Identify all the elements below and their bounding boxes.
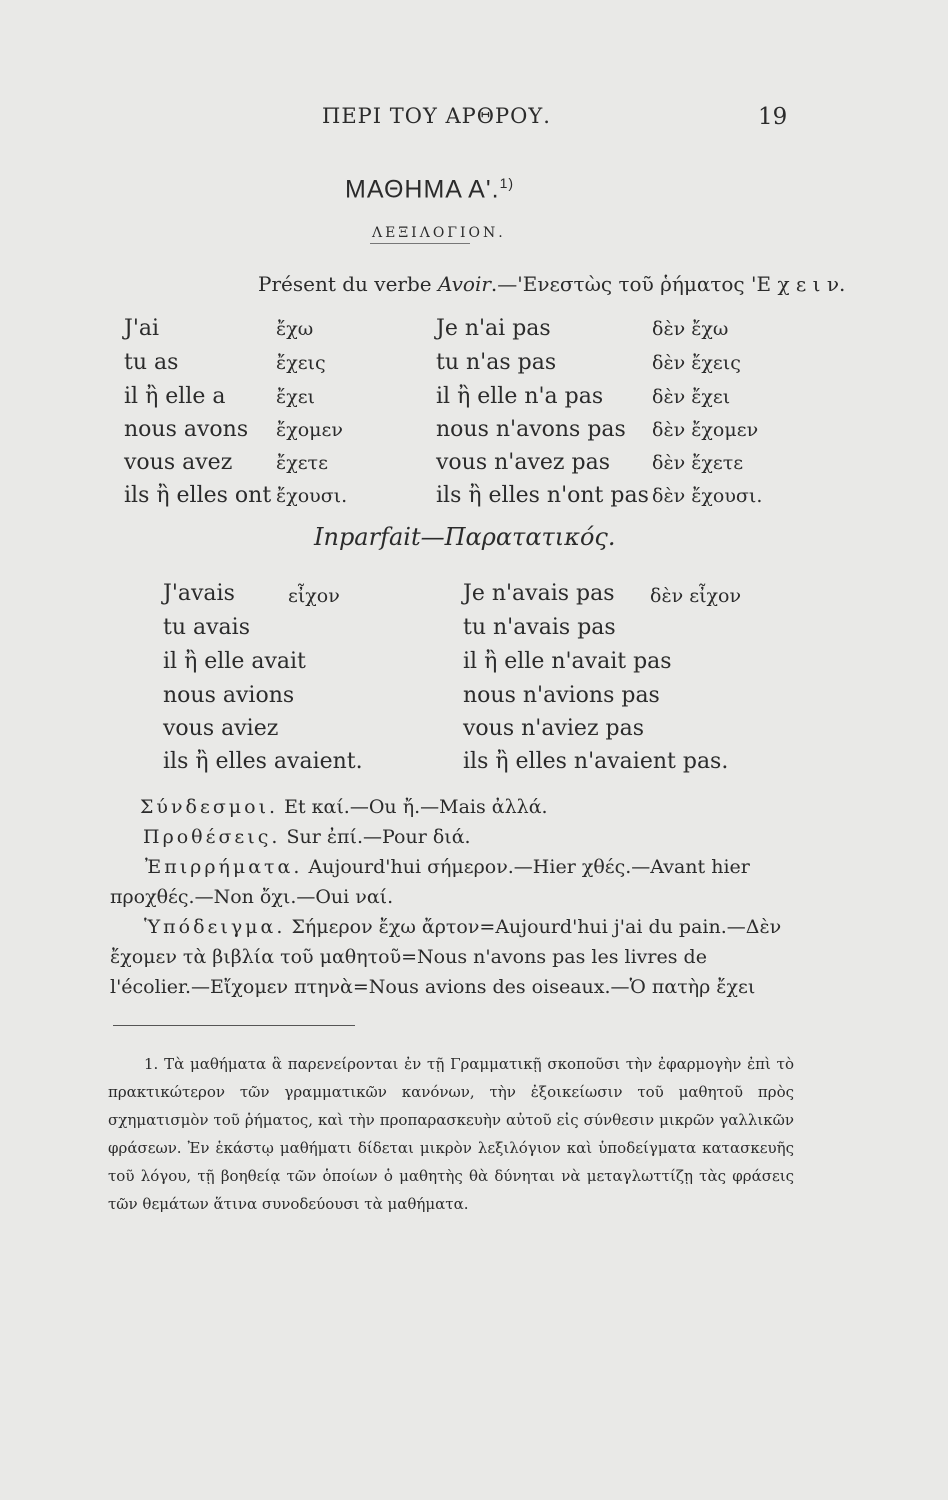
example-label: Ὑπόδειγμα. — [144, 916, 286, 938]
imparfait-fr-negative: tu n'avais pas — [463, 615, 616, 640]
present-gr-negative: δὲν ἔχομεν — [652, 419, 759, 441]
present-heading-prefix: Présent du verbe — [258, 272, 438, 296]
present-fr: il ἢ elle a — [124, 384, 226, 409]
present-heading-suffix: .—'Ενεστὼς τοῦ ῥήματος 'Ε χ ε ι ν. — [490, 272, 846, 296]
example-text: Σήμερον ἔχω ἄρτον=Aujourd'hui j'ai du pain.—Δὲν ἔχομεν τὰ βιβλία τοῦ μαθητοῦ=Nous n'avons pas les livres de l'écolier.—Εἴχομεν πτηνὰ=Nous avions des oiseaux.—Ὁ πατὴρ ἔχει — [110, 916, 782, 998]
imparfait-fr: il ἢ elle avait — [163, 649, 306, 674]
footnote-text: Τὰ μαθήματα ἃ παρενείρονται ἐν τῇ Γραμματικῇ σκοποῦσι τὴν ἐφαρμογὴν ἐπὶ τὸ πρακτικώτερον τῶν γραμματικῶν κανόνων, τὴν ἐξοικείωσιν τοῦ μαθητοῦ πρὸς σχηματισμὸν τοῦ ῥήματος, καὶ τὴν προπαρασκευὴν αὐτοῦ εἰς σύνθεσιν μικρῶν γαλλικῶν φράσεων. Ἐν ἑκάστῳ μαθήματι δίδεται μικρὸν λεξιλόγιον καὶ ὑποδείγματα κατασκευῆς τοῦ λόγου, τῇ βοηθείᾳ τῶν ὁποίων ὁ μαθητὴς θὰ δύνηται νὰ μεταγλωττίζῃ τὰς φράσεις τῶν θεμάτων ἅτινα συνοδεύουσι τὰ μαθήματα. — [108, 1055, 794, 1213]
adverbs-label: Ἐπιρρήματα. — [145, 856, 303, 878]
imparfait-fr: tu avais — [163, 615, 250, 640]
imparfait-fr: J'avais — [163, 581, 235, 606]
present-gr: ἔχετε — [276, 452, 328, 474]
present-gr-negative: δὲν ἔχουσι. — [652, 485, 763, 507]
present-fr: tu as — [124, 350, 179, 375]
present-gr-negative: δὲν ἔχω — [652, 318, 729, 340]
present-heading-verb: Avoir — [437, 272, 491, 296]
prepositions-label: Προθέσεις. — [143, 826, 281, 848]
present-gr: ἔχουσι. — [276, 485, 348, 507]
present-fr-negative: vous n'avez pas — [436, 450, 610, 475]
present-gr: ἔχω — [276, 318, 314, 340]
footnote-number: 1. — [144, 1055, 159, 1073]
lesson-title-text: ΜΑΘΗΜΑ Α'. — [345, 175, 500, 204]
present-gr: ἔχει — [276, 386, 316, 408]
page-number: 19 — [758, 104, 788, 130]
imparfait-fr: vous aviez — [163, 716, 279, 741]
present-fr: J'ai — [124, 316, 160, 341]
prepositions-text: Sur ἐπί.—Pour διά. — [286, 826, 471, 848]
conjunctions-line — [140, 792, 818, 822]
present-gr-negative: δὲν ἔχει — [652, 386, 731, 408]
present-fr-negative: tu n'as pas — [436, 350, 557, 375]
heading-rule — [370, 243, 470, 244]
imparfait-fr-negative: Je n'avais pas — [463, 581, 615, 606]
present-fr-negative: nous n'avons pas — [436, 417, 626, 442]
present-fr: vous avez — [124, 450, 233, 475]
footnote — [108, 1050, 794, 1218]
imparfait-fr: ils ἢ elles avaient. — [163, 749, 363, 774]
present-gr: ἔχομεν — [276, 419, 343, 441]
present-gr: ἔχεις — [276, 352, 326, 374]
lesson-title — [345, 175, 514, 204]
present-fr: nous avons — [124, 417, 249, 442]
present-fr-negative: il ἢ elle n'a pas — [436, 384, 604, 409]
imparfait-fr: nous avions — [163, 683, 295, 708]
present-fr-negative: Je n'ai pas — [436, 316, 551, 341]
prepositions-line — [143, 822, 821, 852]
imparfait-fr-negative: vous n'aviez pas — [463, 716, 645, 741]
present-fr-negative: ils ἢ elles n'ont pas — [436, 483, 649, 508]
conjunctions-text: Et καί.—Ou ἤ.—Mais ἀλλά. — [284, 796, 548, 818]
imparfait-fr-negative: nous n'avions pas — [463, 683, 660, 708]
adverbs-paragraph — [110, 852, 788, 912]
footnote-marker: 1) — [499, 175, 515, 191]
present-gr-negative: δὲν ἔχετε — [652, 452, 744, 474]
imparfait-heading: Inparfait—Παρατατικός. — [314, 523, 616, 551]
present-heading — [258, 272, 845, 296]
footnote-divider — [113, 1025, 355, 1026]
example-paragraph — [110, 912, 788, 1002]
present-fr: ils ἢ elles ont — [124, 483, 272, 508]
vocabulary-heading: ΛΕΞΙΛΟΓΙΟΝ. — [372, 225, 506, 241]
imparfait-fr-negative: il ἢ elle n'avait pas — [463, 649, 672, 674]
present-gr-negative: δὲν ἔχεις — [652, 352, 741, 374]
imparfait-gr-negative: δὲν εἶχον — [650, 585, 742, 607]
imparfait-gr: εἶχον — [288, 585, 340, 607]
conjunctions-label: Σύνδεσμοι. — [140, 796, 279, 818]
adverbs-text: Aujourd'hui σήμερον.—Hier χθές.—Avant hier προχθές.—Non ὄχι.—Oui ναί. — [110, 856, 750, 908]
imparfait-fr-negative: ils ἢ elles n'avaient pas. — [463, 749, 729, 774]
running-title: ΠΕΡΙ ΤΟΥ ΑΡΘΡΟΥ. — [322, 104, 551, 128]
